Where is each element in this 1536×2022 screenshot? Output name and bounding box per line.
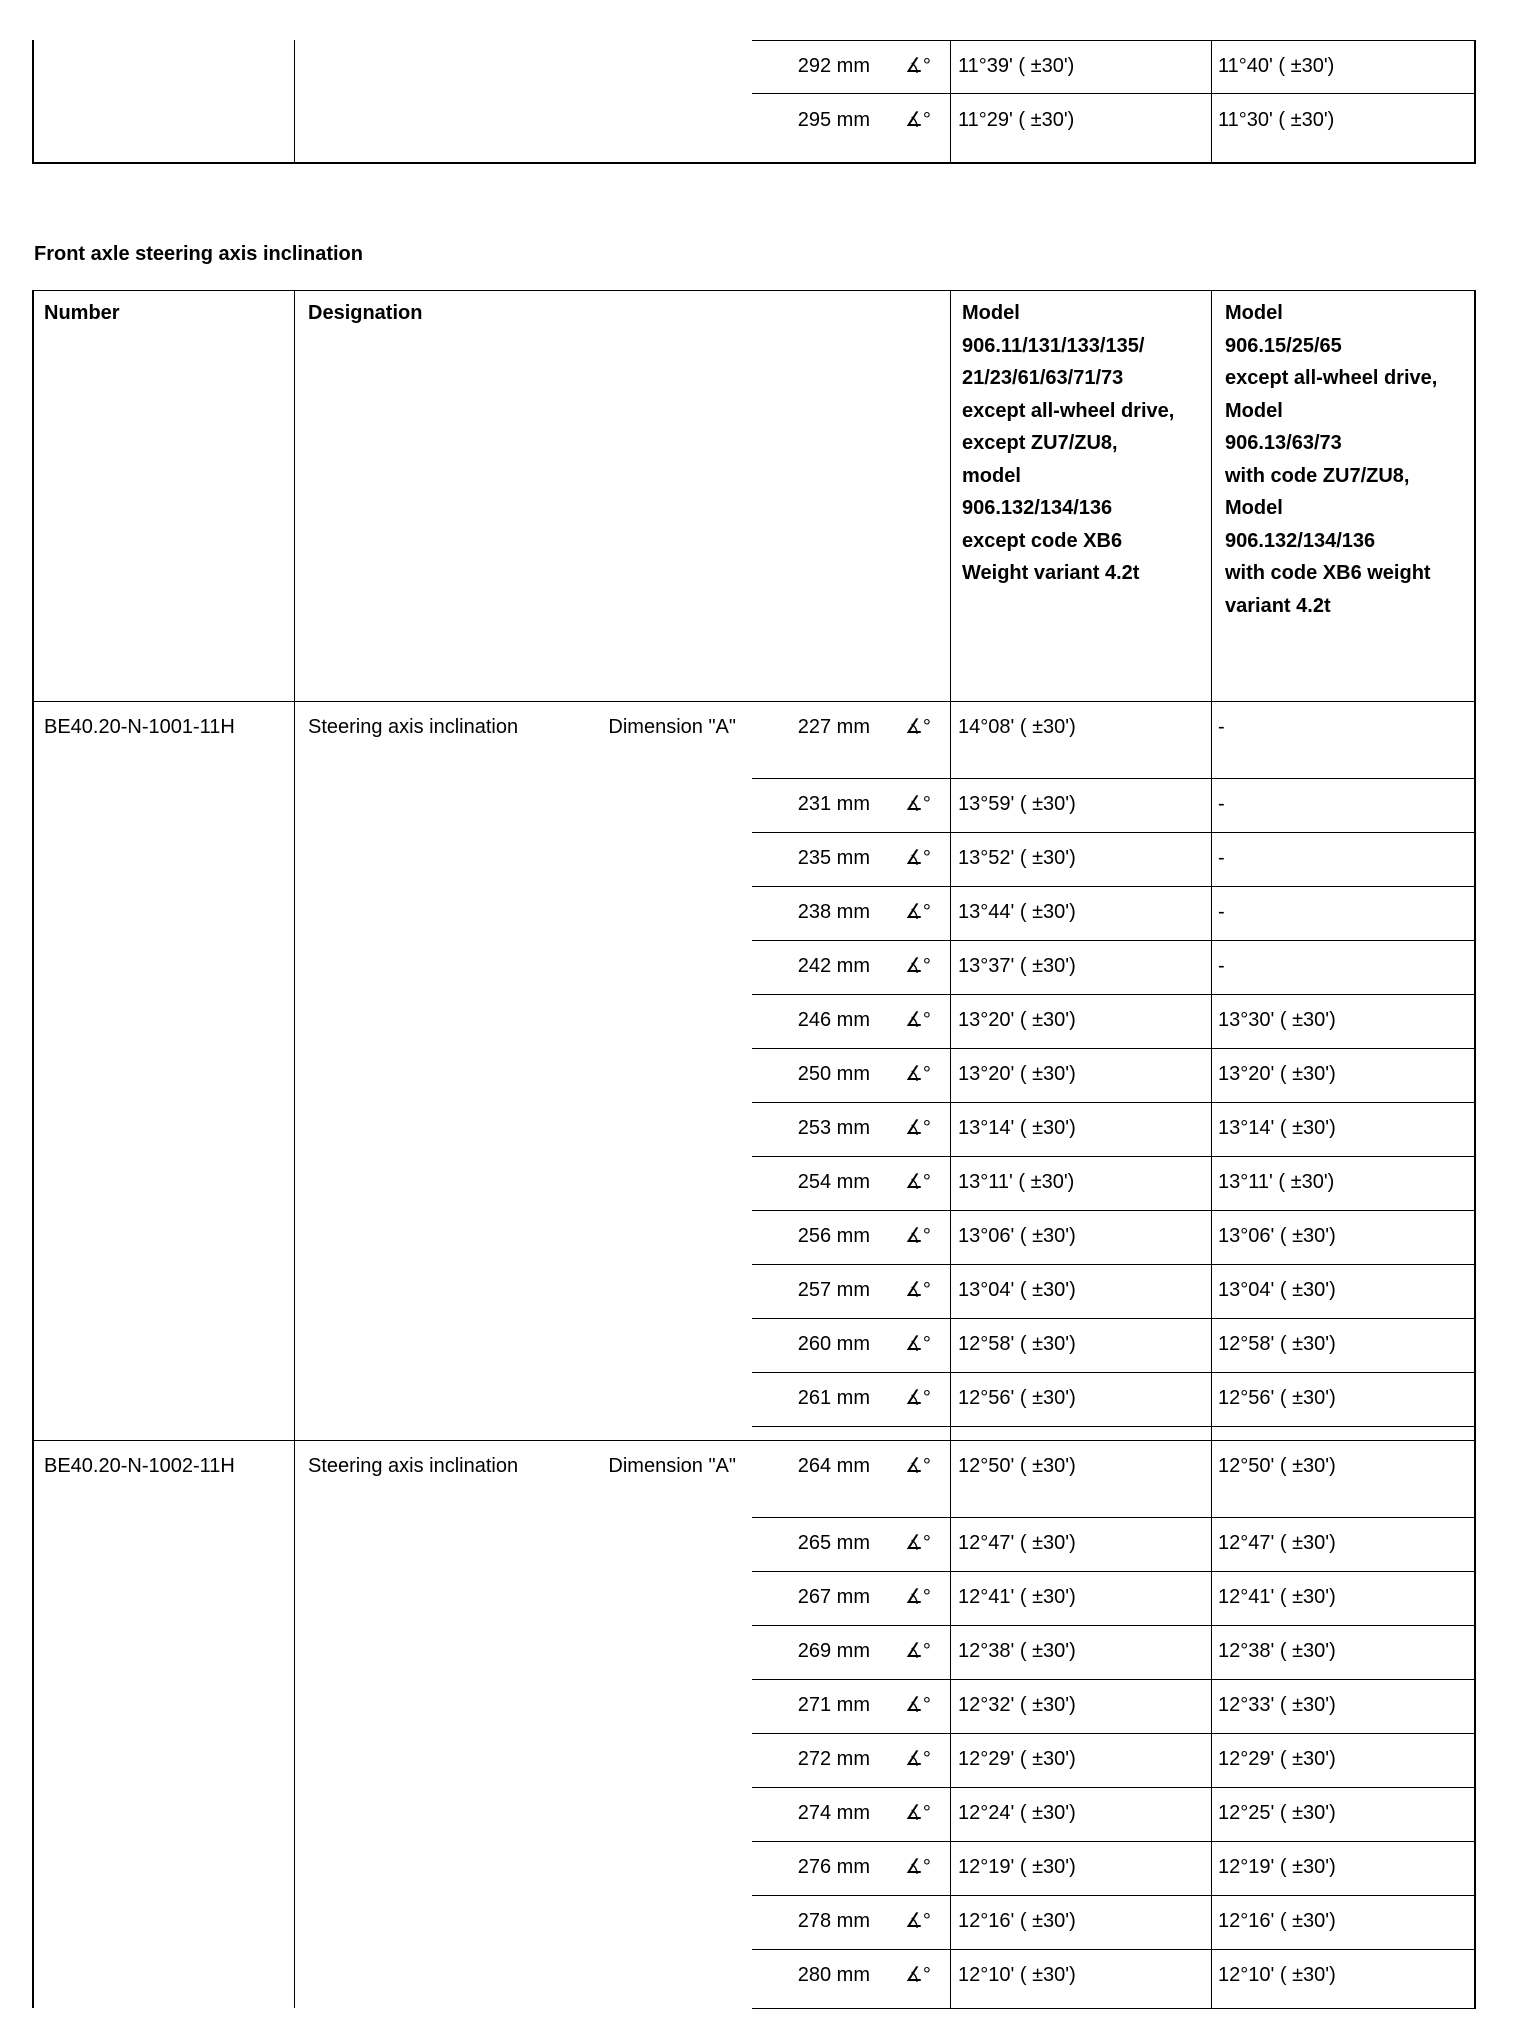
hline-row — [752, 1156, 1476, 1157]
header-model2-line: 906.13/63/73 — [1225, 432, 1342, 454]
header-model1-line: 906.132/134/136 — [962, 497, 1113, 519]
vline-c4 — [1211, 290, 1212, 2008]
angle-symbol: ∡° — [905, 1694, 931, 1716]
hline — [752, 93, 1476, 94]
model2-value: 13°06' ( ±30') — [1218, 1225, 1336, 1247]
hline-row — [752, 778, 1476, 779]
hline-row — [752, 1426, 1476, 1427]
angle-symbol: ∡° — [905, 1586, 931, 1608]
angle-symbol: ∡° — [905, 1910, 931, 1932]
angle-symbol: ∡° — [905, 1333, 931, 1355]
angle-symbol: ∡° — [905, 1387, 931, 1409]
angle-symbol: ∡° — [905, 1455, 931, 1477]
hline-row — [752, 940, 1476, 941]
dimension-value: 231 mm — [797, 793, 870, 815]
model2-value: - — [1218, 716, 1225, 738]
angle-symbol: ∡° — [905, 847, 931, 869]
model2-value: 12°29' ( ±30') — [1218, 1748, 1336, 1770]
vline-c3 — [950, 290, 951, 2008]
model2-value: - — [1218, 847, 1225, 869]
group-number: BE40.20-N-1001-11H — [44, 716, 235, 738]
model2-value: 12°50' ( ±30') — [1218, 1455, 1336, 1477]
hline-group-top — [32, 1440, 1476, 1441]
hline-row — [752, 1571, 1476, 1572]
hline-row — [752, 1733, 1476, 1734]
dimension-value: 238 mm — [797, 901, 870, 923]
dimension-value: 278 mm — [797, 1910, 870, 1932]
model1-value: 12°38' ( ±30') — [958, 1640, 1076, 1662]
dimension-value: 265 mm — [797, 1532, 870, 1554]
angle-symbol: ∡° — [905, 109, 931, 131]
dimension-value: 246 mm — [797, 1009, 870, 1031]
hline-row — [752, 2008, 1476, 2009]
header-model1-line: Model — [962, 302, 1020, 324]
vline-right — [1474, 40, 1476, 164]
model1-value: 13°20' ( ±30') — [958, 1063, 1076, 1085]
dimension-value: 227 mm — [797, 716, 870, 738]
model2-value: - — [1218, 955, 1225, 977]
model1-value: 13°52' ( ±30') — [958, 847, 1076, 869]
hline-group-top — [32, 701, 1476, 702]
angle-symbol: ∡° — [905, 1964, 931, 1986]
vline-c1 — [294, 40, 295, 164]
hline-row — [752, 1372, 1476, 1373]
model1-value: 12°16' ( ±30') — [958, 1910, 1076, 1932]
dimension-value: 257 mm — [797, 1279, 870, 1301]
model1-value: 13°20' ( ±30') — [958, 1009, 1076, 1031]
hline — [752, 40, 1476, 41]
model2-value: - — [1218, 901, 1225, 923]
header-model2-line: Model — [1225, 302, 1283, 324]
vline-left — [32, 40, 34, 164]
angle-symbol: ∡° — [905, 1063, 931, 1085]
header-model1-line: 21/23/61/63/71/73 — [962, 367, 1124, 389]
header-model1-line: except all-wheel drive, — [962, 399, 1175, 422]
header-model2-line: with code XB6 weight — [1225, 562, 1431, 584]
hline-row — [752, 1318, 1476, 1319]
angle-symbol: ∡° — [905, 1802, 931, 1824]
angle-symbol: ∡° — [905, 1748, 931, 1770]
model1-value: 13°37' ( ±30') — [958, 955, 1076, 977]
dimension-value: 256 mm — [797, 1225, 870, 1247]
model1-value: 14°08' ( ±30') — [958, 716, 1076, 738]
model1-value: 12°29' ( ±30') — [958, 1748, 1076, 1770]
vline-left — [32, 290, 34, 2008]
header-model2-line: Model — [1225, 497, 1283, 519]
group-number: BE40.20-N-1002-11H — [44, 1455, 235, 1477]
hline-row — [752, 1787, 1476, 1788]
angle-symbol: ∡° — [905, 716, 931, 738]
model2-value: 13°11' ( ±30') — [1218, 1171, 1335, 1193]
model2-value: 12°41' ( ±30') — [1218, 1586, 1336, 1608]
hline-row — [752, 832, 1476, 833]
hline-row — [752, 1048, 1476, 1049]
dimension-value: 295 mm — [797, 109, 870, 131]
header-model1-line: 906.11/131/133/135/ — [962, 334, 1145, 357]
dimension-value: 271 mm — [797, 1694, 870, 1716]
model1-value: 13°06' ( ±30') — [958, 1225, 1076, 1247]
model1-value: 11°29' ( ±30') — [958, 109, 1075, 131]
model1-value: 12°10' ( ±30') — [958, 1964, 1076, 1986]
hline-row — [752, 1102, 1476, 1103]
angle-symbol: ∡° — [905, 55, 931, 77]
vline-c4 — [1211, 40, 1212, 164]
angle-symbol: ∡° — [905, 1532, 931, 1554]
dimension-value: 272 mm — [797, 1748, 870, 1770]
dimension-value: 261 mm — [797, 1387, 870, 1409]
model2-value: 11°40' ( ±30') — [1218, 55, 1335, 77]
angle-symbol: ∡° — [905, 1640, 931, 1662]
header-model2-line: with code ZU7/ZU8, — [1225, 464, 1410, 487]
header-model1-line: except code XB6 — [962, 529, 1123, 552]
model2-value: 13°04' ( ±30') — [1218, 1279, 1336, 1301]
group-designation: Steering axis inclination — [308, 1455, 519, 1477]
angle-symbol: ∡° — [905, 1117, 931, 1139]
angle-symbol: ∡° — [905, 901, 931, 923]
header-number: Number — [44, 302, 120, 324]
hline-row — [752, 1679, 1476, 1680]
model1-value: 12°32' ( ±30') — [958, 1694, 1076, 1716]
header-designation: Designation — [308, 302, 423, 324]
model2-value: 12°10' ( ±30') — [1218, 1964, 1336, 1986]
dimension-value: 254 mm — [797, 1171, 870, 1193]
angle-symbol: ∡° — [905, 1225, 931, 1247]
hline-row — [752, 1949, 1476, 1950]
vline-c1 — [294, 290, 295, 2008]
section-title: Front axle steering axis inclination — [34, 243, 363, 265]
angle-symbol: ∡° — [905, 1279, 931, 1301]
dimension-value: 269 mm — [797, 1640, 870, 1662]
hline-row — [752, 1841, 1476, 1842]
dimension-value: 292 mm — [797, 55, 870, 77]
model2-value: 12°25' ( ±30') — [1218, 1802, 1336, 1824]
angle-symbol: ∡° — [905, 1009, 931, 1031]
header-model1-line: model — [962, 464, 1021, 487]
model1-value: 12°19' ( ±30') — [958, 1856, 1076, 1878]
hline-row — [752, 994, 1476, 995]
header-model2-line: variant 4.2t — [1225, 594, 1331, 617]
hline-row — [752, 1625, 1476, 1626]
model2-value: 12°19' ( ±30') — [1218, 1856, 1336, 1878]
header-model2-line: except all-wheel drive, — [1225, 367, 1438, 389]
model1-value: 12°50' ( ±30') — [958, 1455, 1076, 1477]
model1-value: 11°39' ( ±30') — [958, 55, 1075, 77]
group-designation: Steering axis inclination — [308, 716, 519, 738]
dimension-value: 276 mm — [797, 1856, 870, 1878]
dimension-value: 250 mm — [797, 1063, 870, 1085]
model1-value: 12°24' ( ±30') — [958, 1802, 1076, 1824]
model1-value: 12°56' ( ±30') — [958, 1387, 1076, 1409]
hline-header-top — [32, 290, 1476, 291]
model1-value: 12°58' ( ±30') — [958, 1333, 1076, 1355]
model1-value: 12°41' ( ±30') — [958, 1586, 1076, 1608]
angle-symbol: ∡° — [905, 1171, 931, 1193]
header-model1-line: except ZU7/ZU8, — [962, 432, 1118, 454]
hline-row — [752, 1895, 1476, 1896]
hline-row — [752, 1210, 1476, 1211]
model2-value: - — [1218, 793, 1225, 815]
model2-value: 12°58' ( ±30') — [1218, 1333, 1336, 1355]
dimension-label: Dimension "A" — [608, 1455, 736, 1477]
dimension-value: 235 mm — [797, 847, 870, 869]
model2-value: 12°38' ( ±30') — [1218, 1640, 1336, 1662]
angle-symbol: ∡° — [905, 1856, 931, 1878]
dimension-value: 267 mm — [797, 1586, 870, 1608]
hline-row — [752, 1264, 1476, 1265]
dimension-value: 260 mm — [797, 1333, 870, 1355]
model1-value: 13°14' ( ±30') — [958, 1117, 1076, 1139]
model1-value: 13°59' ( ±30') — [958, 793, 1076, 815]
header-model2-line: 906.132/134/136 — [1225, 529, 1376, 552]
dimension-label: Dimension "A" — [608, 716, 736, 738]
model2-value: 11°30' ( ±30') — [1218, 109, 1335, 131]
model1-value: 13°44' ( ±30') — [958, 901, 1076, 923]
dimension-value: 280 mm — [797, 1964, 870, 1986]
vline-right — [1474, 290, 1476, 2008]
dimension-value: 274 mm — [797, 1802, 870, 1824]
dimension-value: 242 mm — [797, 955, 870, 977]
model1-value: 13°11' ( ±30') — [958, 1171, 1075, 1193]
hline-bottom — [32, 162, 1476, 164]
header-model2-line: 906.15/25/65 — [1225, 334, 1342, 357]
model2-value: 13°14' ( ±30') — [1218, 1117, 1336, 1139]
model2-value: 12°16' ( ±30') — [1218, 1910, 1336, 1932]
dimension-value: 264 mm — [797, 1455, 870, 1477]
model1-value: 13°04' ( ±30') — [958, 1279, 1076, 1301]
hline-row — [752, 1517, 1476, 1518]
angle-symbol: ∡° — [905, 793, 931, 815]
model2-value: 12°47' ( ±30') — [1218, 1532, 1336, 1554]
model2-value: 12°33' ( ±30') — [1218, 1694, 1336, 1716]
model2-value: 13°20' ( ±30') — [1218, 1063, 1336, 1085]
hline-row — [752, 886, 1476, 887]
header-model2-line: Model — [1225, 399, 1283, 422]
model2-value: 12°56' ( ±30') — [1218, 1387, 1336, 1409]
model1-value: 12°47' ( ±30') — [958, 1532, 1076, 1554]
header-model1-line: Weight variant 4.2t — [962, 562, 1140, 584]
angle-symbol: ∡° — [905, 955, 931, 977]
model2-value: 13°30' ( ±30') — [1218, 1009, 1336, 1031]
dimension-value: 253 mm — [797, 1117, 870, 1139]
vline-c3 — [950, 40, 951, 164]
